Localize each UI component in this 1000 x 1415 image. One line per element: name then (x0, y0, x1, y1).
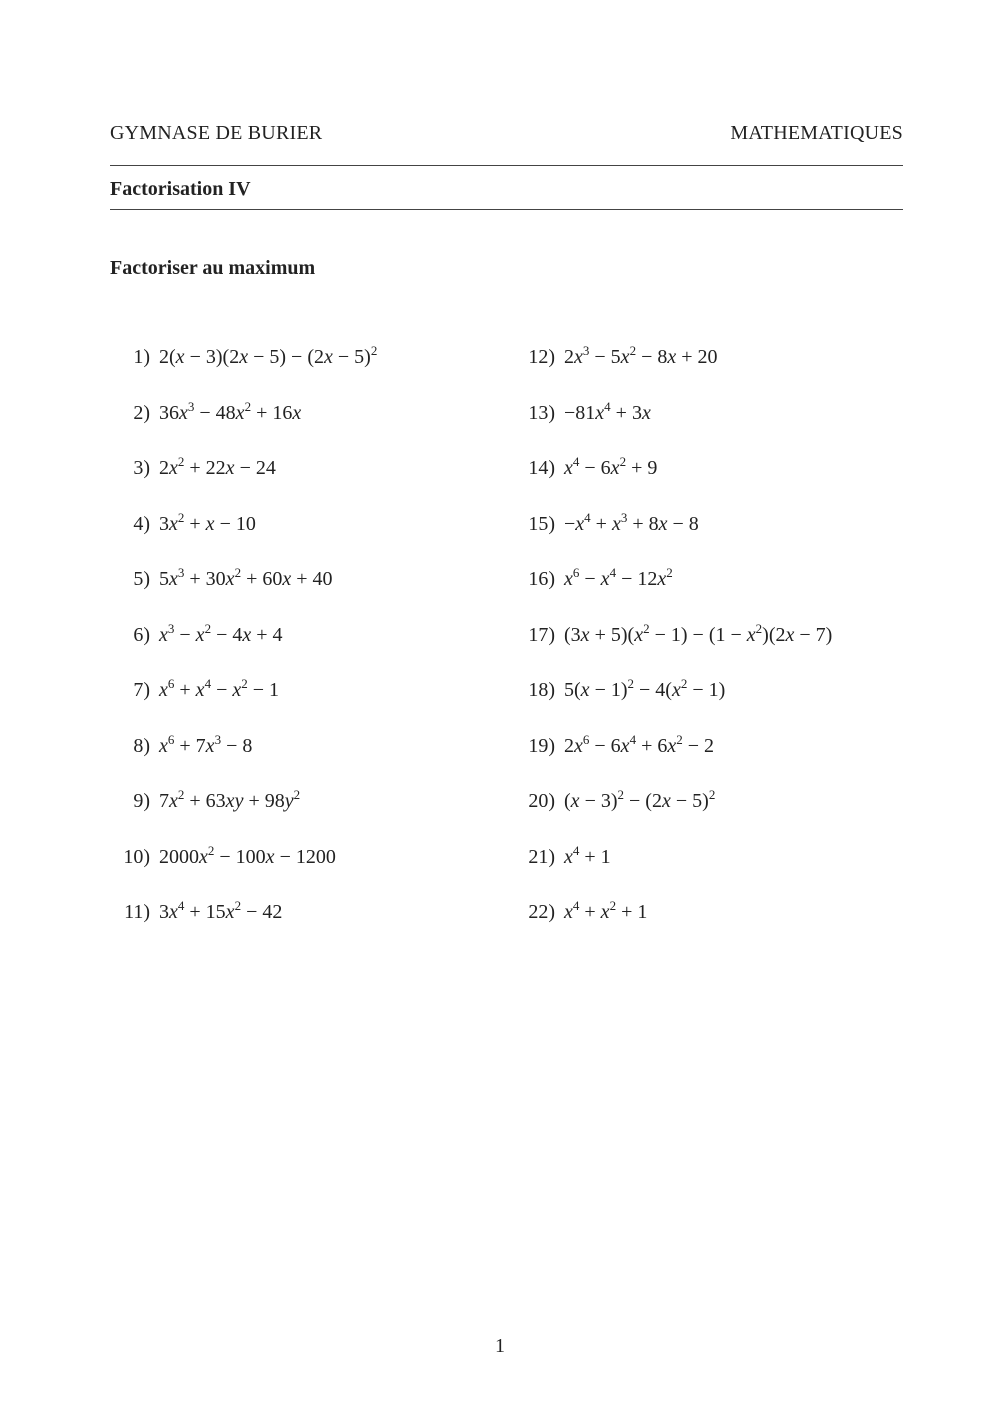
exercise-expression: $2000x^2 - 100x - 1200$ (159, 842, 336, 868)
exercise-number: 7) (133, 679, 150, 701)
exercise-item (510, 620, 910, 680)
exercise-item (510, 898, 910, 957)
exercise-expression: $3x^4 + 15x^2 - 42$ (159, 898, 283, 923)
exercise-expression: $2x^2 + 22x - 24$ (159, 454, 276, 479)
exercise-number: 2) (133, 401, 150, 424)
exercise-expression: $-x^4 + x^3 + 8x - 8$ (564, 509, 699, 535)
exercise-item (510, 787, 910, 846)
exercise-item (110, 842, 510, 902)
exercise-number: 13) (528, 401, 555, 424)
exercise-expression: $-81x^4 + 3x$ (564, 398, 651, 424)
exercise-item (110, 454, 510, 513)
exercise-expression: $5(x - 1)^2 - 4(x^2 - 1)$ (564, 676, 726, 701)
exercise-number: 15) (528, 512, 555, 535)
exercise-item (510, 454, 910, 513)
exercise-item (510, 676, 910, 735)
exercise-item (510, 398, 910, 458)
exercise-expression: $3x^2 + x - 10$ (159, 509, 256, 535)
exercise-item (110, 565, 510, 624)
exercise-item (110, 676, 510, 735)
exercise-number: 9) (133, 790, 150, 812)
exercise-number: 14) (528, 457, 555, 479)
exercise-item (110, 898, 510, 957)
subject-name: MATHEMATIQUES (730, 122, 903, 144)
exercise-expression: $2x^6 - 6x^4 + 6x^2 - 2$ (564, 731, 715, 757)
exercise-item (510, 842, 910, 902)
exercise-expression: $x^6 - x^4 - 12x^2$ (564, 565, 673, 590)
exercise-number: 16) (528, 568, 555, 590)
exercise-item (110, 509, 510, 569)
page-number: 1 (495, 1335, 505, 1357)
exercise-expression: $x^6 + 7x^3 - 8$ (159, 731, 253, 757)
exercise-expression: $2x^3 - 5x^2 - 8x + 20$ (564, 343, 718, 368)
exercise-number: 11) (124, 901, 150, 923)
exercise-number: 17) (528, 623, 555, 646)
exercise-number: 18) (528, 679, 555, 701)
exercise-number: 1) (133, 346, 150, 368)
exercise-item (110, 731, 510, 791)
exercise-expression: $(x - 3)^2 - (2x - 5)^2$ (564, 787, 716, 812)
exercise-number: 4) (133, 512, 150, 535)
exercise-item (510, 343, 910, 402)
exercise-expression: $x^4 - 6x^2 + 9$ (564, 454, 658, 479)
exercise-expression: $5x^3 + 30x^2 + 60x + 40$ (159, 565, 333, 590)
exercise-number: 6) (133, 623, 150, 646)
exercise-item (510, 731, 910, 791)
exercise-item (510, 509, 910, 569)
exercise-expression: $x^3 - x^2 - 4x + 4$ (159, 620, 283, 646)
exercise-item (110, 343, 510, 402)
exercise-number: 3) (133, 457, 150, 479)
page-header (110, 122, 903, 145)
exercise-column-right (510, 343, 910, 957)
exercise-expression: $(3x + 5)(x^2 - 1) - (1 - x^2)(2x - 7)$ (564, 620, 833, 646)
school-name: GYMNASE DE BURIER (110, 122, 323, 144)
instruction-text: Factoriser au maximum (110, 257, 316, 279)
exercise-number: 10) (123, 845, 150, 868)
exercise-item (510, 565, 910, 624)
exercise-expression: $36x^3 - 48x^2 + 16x$ (159, 398, 302, 424)
exercise-item (110, 787, 510, 846)
exercise-expression: $2(x - 3)(2x - 5) - (2x - 5)^2$ (159, 343, 378, 368)
exercise-number: 22) (528, 901, 555, 923)
worksheet-title: Factorisation IV (110, 178, 251, 200)
exercise-expression: $x^4 + 1$ (564, 842, 611, 868)
exercise-item (110, 398, 510, 458)
exercise-number: 20) (528, 790, 555, 812)
exercise-expression: $x^4 + x^2 + 1$ (564, 898, 648, 923)
exercise-expression: $7x^2 + 63xy + 98y^2$ (159, 787, 301, 812)
exercise-number: 5) (133, 568, 150, 590)
exercise-item (110, 620, 510, 680)
header-rule-top (110, 165, 903, 166)
exercise-number: 19) (528, 734, 555, 757)
exercise-number: 21) (528, 845, 555, 868)
exercise-number: 8) (133, 734, 150, 757)
exercise-column-left (110, 343, 510, 957)
exercise-number: 12) (528, 346, 555, 368)
header-rule-bottom (110, 209, 903, 210)
exercise-expression: $x^6 + x^4 - x^2 - 1$ (159, 676, 280, 701)
